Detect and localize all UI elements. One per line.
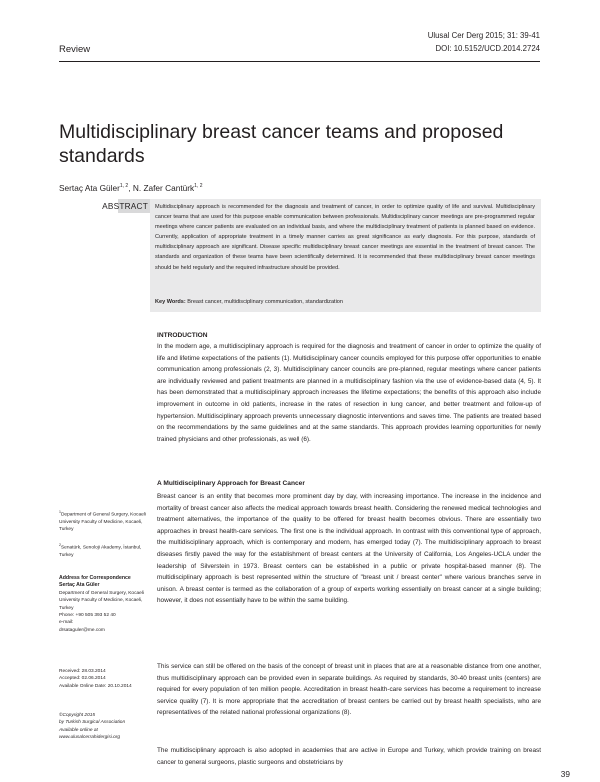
keywords [155,297,535,307]
abstract-text-box [150,199,541,312]
article-category: Review [59,44,91,55]
correspondence-phone: Phone: +90 505 393 52 40 [59,613,116,619]
copyright-block [59,712,149,742]
keywords-text: Breast cancer, multidisciplinary communication, standardization [187,299,343,305]
journal-url[interactable]: www.ulusalcerrahidergisi.org [59,735,121,741]
journal-info [428,29,540,55]
online-date: Available Online Date: 20.10.2014 [59,683,132,689]
correspondence-email[interactable]: drsataguler@me.com [59,627,105,633]
author-list: Sertaç Ata Güler$^{1, 2}$, N. Zafer Cantürk$^{1, 2}$ [59,183,203,193]
author-affiliation-marker: 1, 2 [119,183,129,190]
author-name: Sertaç Ata Güler [59,183,120,193]
correspondence-block [59,575,149,634]
multidisciplinary-paragraph: Breast cancer is an entity that becomes more prominent day by day, with increasing importance. The increase in the incidence and mortality of breast cancer also affects the medical approach towards breast health. Considering the renewed medical technologies and treatment alternatives, the importance of the quality to be offered for breast health becomes obvious. There are essentially two approaches in breast health-care services. The first one is the individual approach. In contrast with this conventional type of approach, the multidisciplinary approach, which is contemporary and modern, has emerged today (7). The multidisciplinary approach to breast diseases firstly paved the way for the establishment of breast centers at the University of California, Los Angeles-UCLA under the leadership of Silverstein in 1973. Breast centers can be established in a public or private hospital-based manner (8). The multidisciplinary approach is best represented within the structure of "breast unit / breast center" where various branches serve in unison. A breast center is termed as the collaboration of a group of experts working essentially on breast cancer at a single building; however, it does not essentially have to be within the same building. [157,493,541,605]
page-number: 39 [560,769,570,779]
accepted-date: Accepted: 02.06.2014 [59,676,106,682]
affiliation-marker: 1 [59,510,61,514]
author-affiliation-marker: 1, 2 [194,183,203,190]
article-title: Multidisciplinary breast cancer teams and proposed standards [59,121,504,167]
affiliation-marker: 2 [59,543,61,547]
available-online-label: Available online at [59,727,98,733]
journal-citation: Ulusal Cer Derg 2015; 31: 39-41 [427,31,540,40]
affiliation-2: $^2$Senatürk, Senoloji Akademy, İstanbul, Turkey [59,543,142,558]
introduction-paragraph: In the modern age, a multidisciplinary approach is required for the diagnosis and treatment of cancer in order to optimize the quality of life and lifetime expectations of the patients (1). Multidisciplinary cancer councils employed for this purpose offer opportunities to enable communication among professionals (2, 3). Multidisciplinary cancer councils are pre-planned, regular meetings where cancer patients are individually reviewed and patient treatments are planned in a multidisciplinary fashion via the use of evidence-based data (4, 5). It has been demonstrated that a multidisciplinary approach increases the lifetime expectations; the benefits of this approach also include improvement in outcome in old patients, increase in the rates of resection in lung cancer, and better treatment and follow-up of hypertension. Multidisciplinary approach prevents unnecessary diagnostic interventions and saves time. The patients are treated based on the recommendations by the same guidelines and at the same standards. This approach provides learning opportunities for newly trained physicians and other professionals, as well (6). [157,343,541,443]
correspondence-address: Department of General Surgery, Kocaeli University Faculty of Medicine, Kocaeli, Turkey [59,590,144,611]
continuation-paragraph: The multidisciplinary approach is also adopted in academies that are active in Europe and Turkey, which provide training on breast cancer to general surgeons, plastic surgeons and obstetricians by [157,747,541,766]
author-name: N. Zafer Cantürk [132,183,195,193]
copyright-owner: by Turkish Surgical Association [59,720,126,726]
received-date: Received: 28.03.2014 [59,669,106,674]
email-label: e-mail: [59,620,74,626]
header-rule [59,61,540,62]
abstract-label: ABSTRACT [102,201,148,211]
section-heading-multidisciplinary: A Multidisciplinary Approach for Breast Cancer [157,480,305,487]
abstract-block [59,199,541,312]
copyright: ©Copyright 2015 [59,713,96,718]
section-heading-introduction: INTRODUCTION [157,332,208,339]
keywords-label: Key Words: [155,299,186,305]
affiliation-1: $^1$Department of General Surgery, Kocaeli University Faculty of Medicine, Kocaeli, Turkey [59,510,146,533]
service-paragraph: This service can still be offered on the basis of the concept of breast unit in places that are at a reasonable distance from one another, thus multidisciplinary approach can be provided even in separate buildings. As required by standards, 30-40 breast units (centers) are required for every population of ten million people. Accreditation in breast health-care services has become a requirement to increase service quality (7). It is more appropriate that the accreditation of breast centers be carried out by breast health specialists, who are representatives of the related national professional organizations (8). [157,663,541,717]
correspondence-name: Sertaç Ata Güler [59,582,100,589]
doi[interactable]: DOI: 10.5152/UCD.2014.2724 [435,44,540,53]
correspondence-label: Address for Correspondence [59,575,131,581]
dates-block [59,668,149,690]
abstract-text: Multidisciplinary approach is recommended for the diagnosis and treatment of cancer, in order to optimize quality of life and survival. Multidisciplinary cancer teams that are used for this purpose enable communication between professionals. Multidisciplinary cancer meetings are pre-programmed regular meetings where cancer patients are evaluated on an individual basis, and where the multidisciplinary treatment of patients is planned based on evidence. Currently, application of appropriate treatment in a timely manner carries as great significance as early diagnosis. For this purpose, standards of multidisciplinary approach are significant. Disease specific multidisciplinary breast cancer meetings are essential in the treatment of breast cancer. The standards and organization of these teams have been scientifically determined. It is recommended that these multidisciplinary breast cancer meetings should be held regularly and the required infrastructure should be provided. [155,204,535,271]
